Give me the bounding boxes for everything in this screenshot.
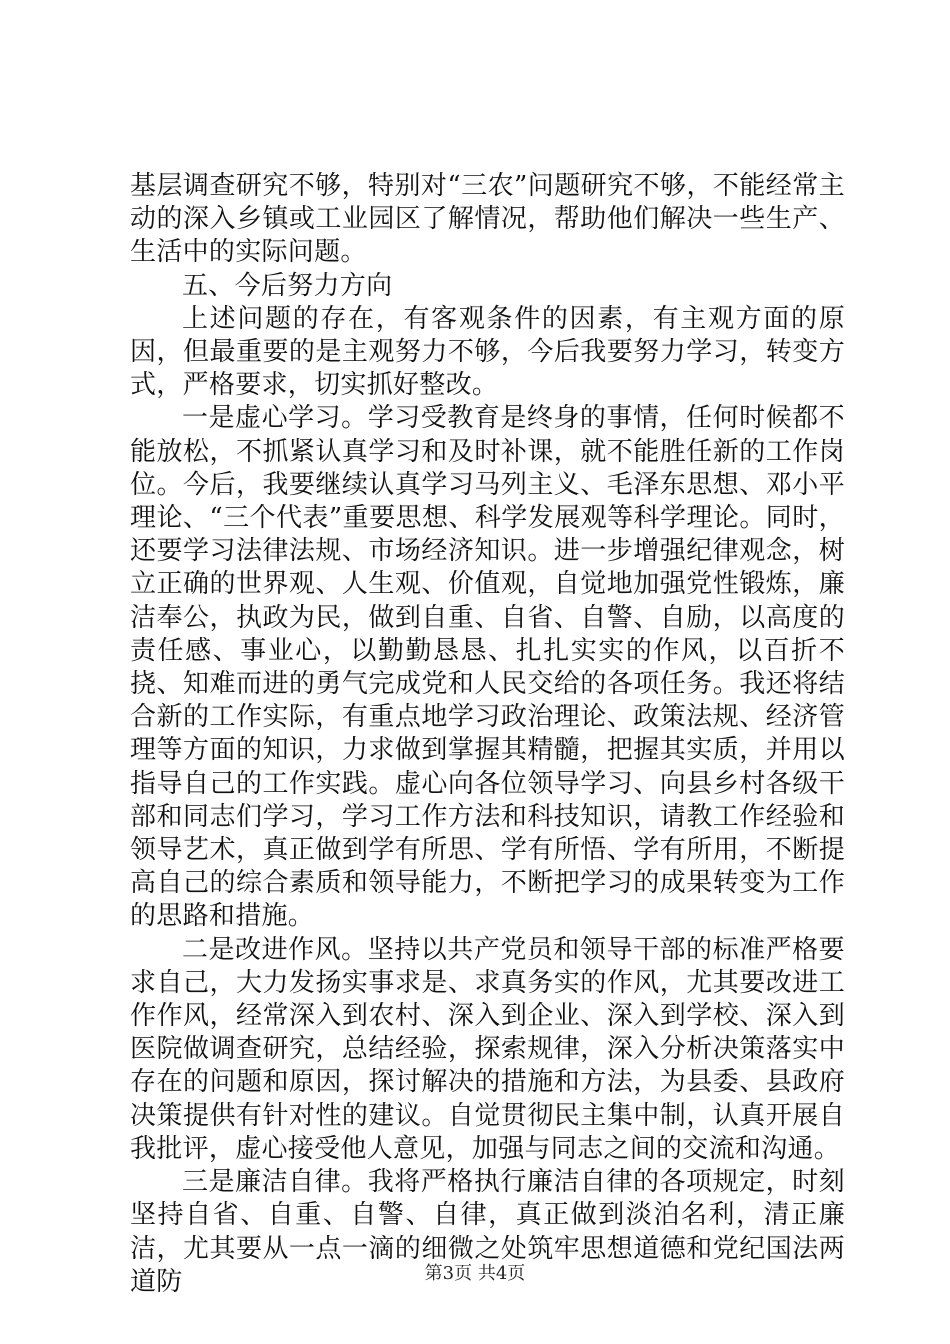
paragraph-integrity: 三是廉洁自律。我将严格执行廉洁自律的各项规定，时刻坚持自省、自重、自警、自律，真正做到淡泊名利，清正廉洁，尤其要从一点一滴的细微之处筑牢思想道德和党纪国法两道防 bbox=[130, 1167, 845, 1297]
section-heading: 五、今后努力方向 bbox=[182, 270, 393, 301]
paragraph-intro: 上述问题的存在，有客观条件的因素，有主观方面的原因，但最重要的是主观努力不够，今后我要努力学习，转变方式，严格要求，切实抓好整改。 bbox=[130, 303, 845, 401]
paragraph-study: 一是虚心学习。学习受教育是终身的事情，任何时候都不能放松，不抓紧认真学习和及时补课，就不能胜任新的工作岗位。今后，我要继续认真学习马列主义、毛泽东思想、邓小平理论、“三个代表”重要思想、科学发展观等科学理论。同时，还要学习法律法规、市场经济知识。进一步增强纪律观念，树立正确的世界观、人生观、价值观，自觉地加强党性锻炼，廉洁奉公，执政为民，做到自重、自省、自警、自励，以高度的责任感、事业心，以勤勤恳恳、扎扎实实的作风，以百折不挠、知难而进的勇气完成党和人民交给的各项任务。我还将结合新的工作实际，有重点地学习政治理论、政策法规、经济管理等方面的知识，力求做到掌握其精髓，把握其实质，并用以指导自己的工作实践。虚心向各位领导学习、向县乡村各级干部和同志们学习，学习工作方法和科技知识，请教工作经验和领导艺术，真正做到学有所思、学有所悟、学有所用，不断提高自己的综合素质和领导能力，不断把学习的成果转变为工作的思路和措施。 bbox=[130, 403, 845, 932]
paragraph-continuation: 基层调查研究不够，特别对“三农”问题研究不够，不能经常主动的深入乡镇或工业园区了解情况，帮助他们解决一些生产、生活中的实际问题。 bbox=[130, 171, 845, 268]
document-body bbox=[130, 170, 845, 1299]
page-number: 第3页 共4页 bbox=[424, 1263, 526, 1284]
paragraph-style: 二是改进作风。坚持以共产党员和领导干部的标准严格要求自己，大力发扬实事求是、求真务实的作风，尤其要改进工作作风，经常深入到农村、深入到企业、深入到学校、深入到医院做调查研究，总结经验，探索规律，深入分析决策落实中存在的问题和原因，探讨解决的措施和方法，为县委、县政府决策提供有针对性的建议。自觉贯彻民主集中制，认真开展自我批评，虚心接受他人意见，加强与同志之间的交流和沟通。 bbox=[130, 934, 845, 1164]
